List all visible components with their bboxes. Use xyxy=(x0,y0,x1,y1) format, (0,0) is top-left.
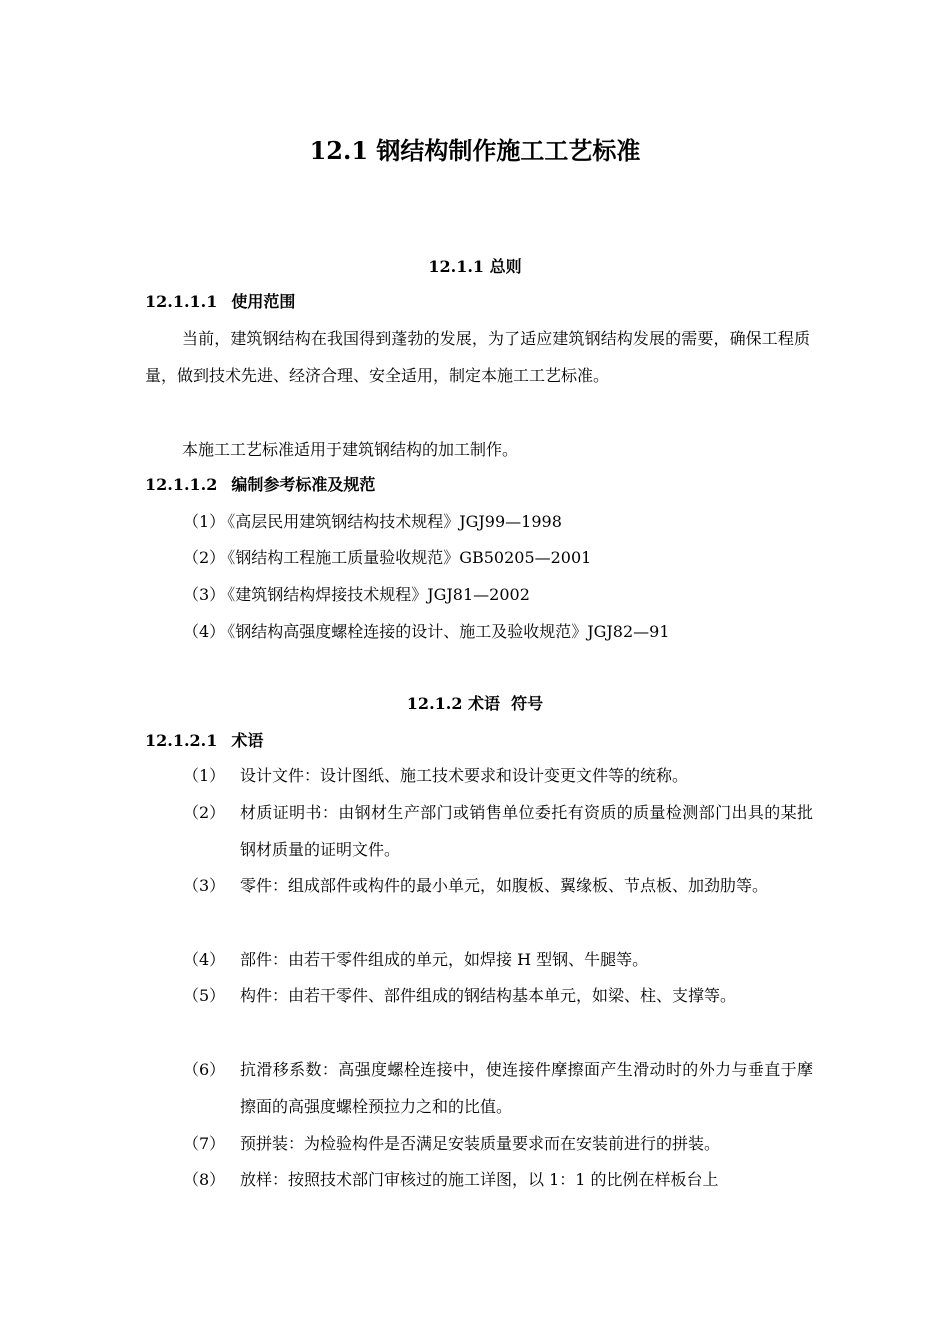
subsection-heading-references xyxy=(145,473,375,497)
term-item-text: 部件：由若干零件组成的单元，如焊接 H 型钢、牛腿等。 xyxy=(240,950,649,969)
term-item-number: （7） xyxy=(183,1134,226,1153)
term-item-text: 设计文件：设计图纸、施工技术要求和设计变更文件等的统称。 xyxy=(240,766,689,785)
term-item-number: （6） xyxy=(183,1060,226,1079)
term-item-text: 材质证明书：由钢材生产部门或销售单位委托有资质的质量检测部门出具的某批钢材质量的证明文件。 xyxy=(240,803,813,859)
term-item-text: 预拼装：为检验构件是否满足安装质量要求而在安装前进行的拼装。 xyxy=(240,1134,721,1153)
term-item-number: （8） xyxy=(183,1170,226,1189)
reference-item-text: 《钢结构高强度螺栓连接的设计、施工及验收规范》JGJ82—91 xyxy=(227,622,670,641)
term-item-number: （4） xyxy=(183,950,226,969)
subsection-heading-scope xyxy=(145,290,295,314)
scope-paragraph-2: 本施工工艺标准适用于建筑钢结构的加工制作。 xyxy=(182,440,519,459)
subsection-title: 使用范围 xyxy=(231,292,296,311)
term-item xyxy=(183,977,813,1014)
section-heading-general: 12.1.1 总则 xyxy=(428,257,522,276)
term-item-text: 放样：按照技术部门审核过的施工详图，以 1：1 的比例在样板台上 xyxy=(240,1170,719,1189)
term-item xyxy=(183,757,813,794)
subsection-number: 12.1.1.2 xyxy=(145,475,218,494)
scope-paragraph-1: 当前，建筑钢结构在我国得到蓬勃的发展，为了适应建筑钢结构发展的需要，确保工程质量，做到技术先进、经济合理、安全适用，制定本施工工艺标准。 xyxy=(145,329,810,385)
term-item xyxy=(183,1161,813,1198)
subsection-title: 术语 xyxy=(231,731,264,750)
term-item-text: 零件：组成部件或构件的最小单元，如腹板、翼缘板、节点板、加劲肋等。 xyxy=(240,876,769,895)
reference-item xyxy=(183,510,562,534)
reference-item-number: （3） xyxy=(183,585,226,604)
subsection-number: 12.1.1.1 xyxy=(145,292,218,311)
reference-item-number: （4） xyxy=(183,622,226,641)
subsection-title: 编制参考标准及规范 xyxy=(231,475,376,494)
document-title: 12.1 钢结构制作施工工艺标准 xyxy=(309,136,641,165)
reference-item xyxy=(183,546,591,570)
reference-item xyxy=(183,620,670,644)
term-item xyxy=(183,1051,813,1125)
term-item-number: （3） xyxy=(183,876,226,895)
reference-item-text: 《钢结构工程施工质量验收规范》GB50205—2001 xyxy=(227,548,592,567)
term-item-number: （1） xyxy=(183,766,226,785)
term-item-number: （5） xyxy=(183,986,226,1005)
subsection-number: 12.1.2.1 xyxy=(145,731,218,750)
reference-item xyxy=(183,583,530,607)
term-item xyxy=(183,867,813,904)
subsection-heading-terms xyxy=(145,729,263,753)
term-item-number: （2） xyxy=(183,803,226,822)
term-item-text: 抗滑移系数：高强度螺栓连接中，使连接件摩擦面产生滑动时的外力与垂直于摩擦面的高强度螺栓预拉力之和的比值。 xyxy=(240,1060,813,1116)
term-item-text: 构件：由若干零件、部件组成的钢结构基本单元，如梁、柱、支撑等。 xyxy=(240,986,737,1005)
term-item xyxy=(183,794,813,868)
reference-item-text: 《高层民用建筑钢结构技术规程》JGJ99—1998 xyxy=(227,512,562,531)
reference-item-number: （2） xyxy=(183,548,226,567)
term-item xyxy=(183,941,813,978)
reference-item-text: 《建筑钢结构焊接技术规程》JGJ81—2002 xyxy=(227,585,530,604)
section-heading-terms: 12.1.2 术语 符号 xyxy=(406,694,544,713)
reference-item-number: （1） xyxy=(183,512,226,531)
term-item xyxy=(183,1125,813,1162)
